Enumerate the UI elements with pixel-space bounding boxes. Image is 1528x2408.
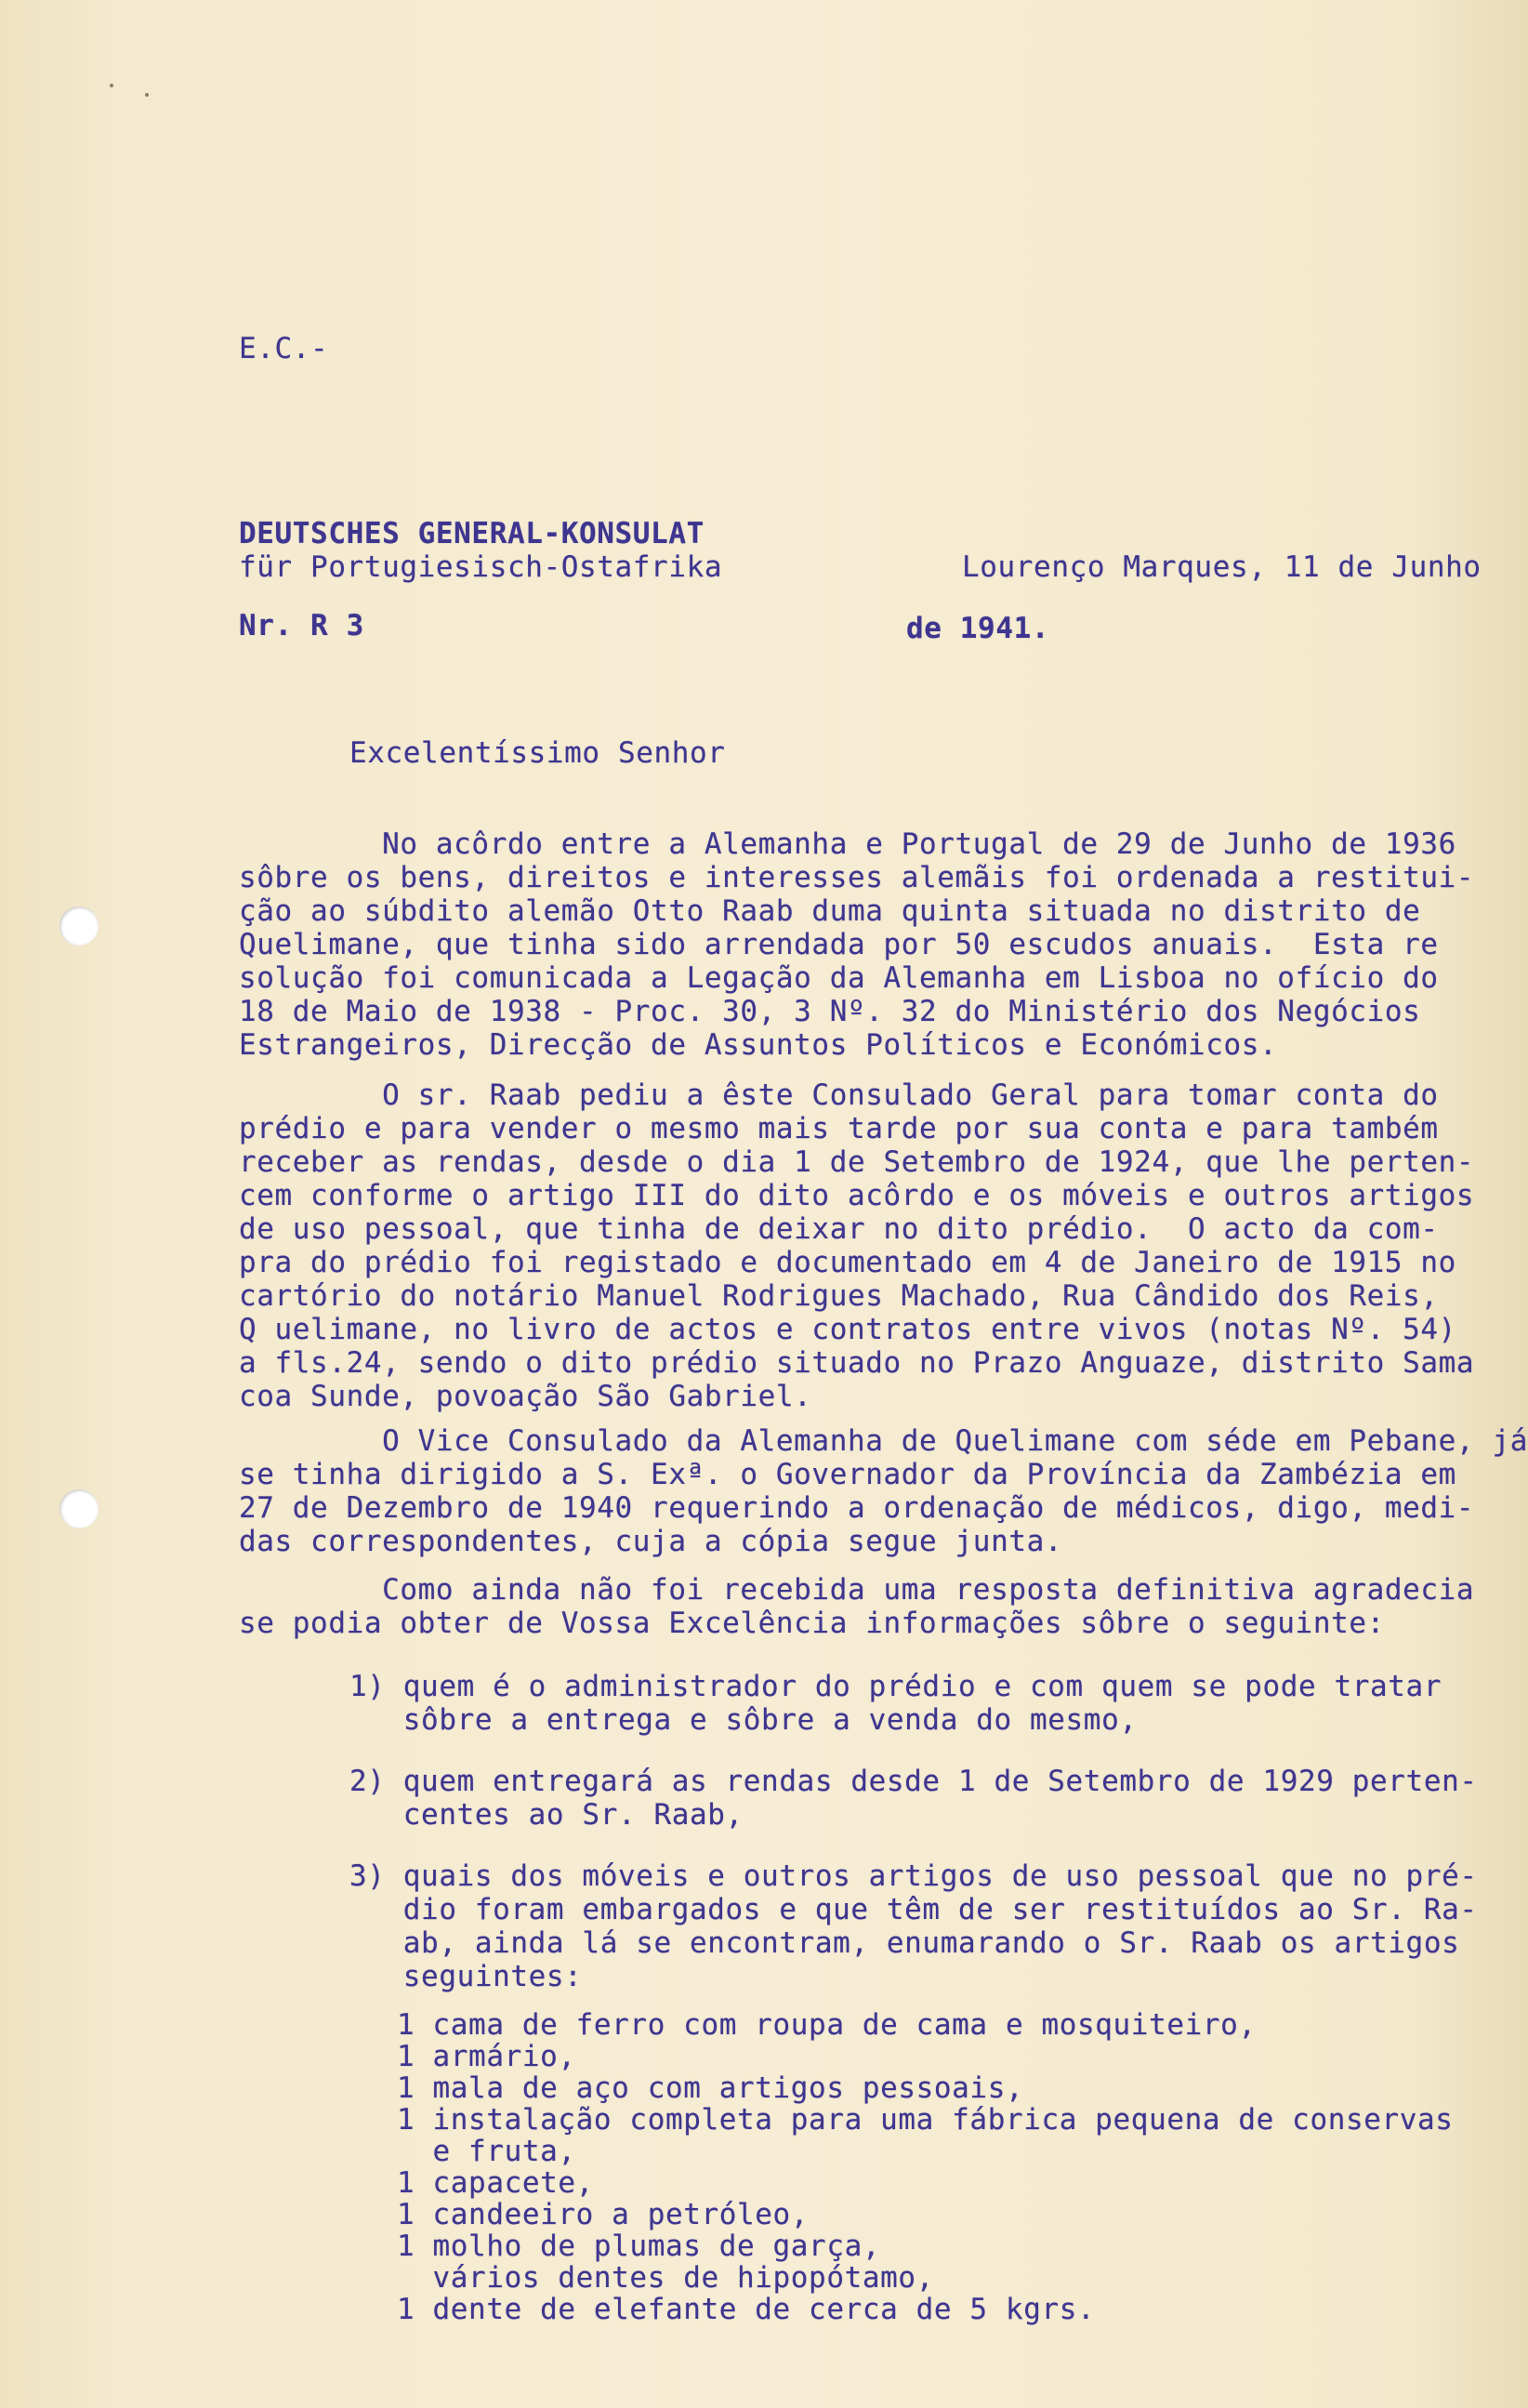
list-item: vários dentes de hipopótamo,: [397, 2261, 934, 2295]
text-line: das correspondentes, cuja a cópia segue junta.: [239, 1525, 1063, 1558]
sender-subheading: für Portugiesisch-Ostafrika: [239, 550, 723, 584]
ink-speck: [110, 84, 113, 87]
text-line: 1) quem é o administrador do prédio e com quem se pode tratar: [349, 1670, 1442, 1703]
text-line: Q uelimane, no livro de actos e contratos entre vivos (notas Nº. 54): [239, 1313, 1456, 1346]
text-line: No acôrdo entre a Alemanha e Portugal de 29 de Junho de 1936: [239, 827, 1456, 861]
text-line: solução foi comunicada a Legação da Alemanha em Lisboa no ofício do: [239, 961, 1439, 995]
list-item: 1 capacete,: [397, 2166, 594, 2200]
text-line: O Vice Consulado da Alemanha de Quelimane com séde em Pebane, já: [239, 1424, 1528, 1458]
reference-mark: E.C.-: [239, 332, 329, 365]
punch-hole-top: [59, 906, 99, 946]
text-line: de uso pessoal, que tinha de deixar no dito prédio. O acto da com-: [239, 1212, 1439, 1246]
text-line: receber as rendas, desde o dia 1 de Setembro de 1924, que lhe perten-: [239, 1145, 1475, 1179]
text-line: O sr. Raab pediu a êste Consulado Geral para tomar conta do: [239, 1078, 1439, 1112]
place-date-line1: Lourenço Marques, 11 de Junho: [962, 550, 1482, 584]
punch-hole-bottom: [59, 1489, 99, 1528]
text-line: Estrangeiros, Direcção de Assuntos Políticos e Económicos.: [239, 1028, 1278, 1062]
reference-number: Nr. R 3: [239, 609, 364, 642]
text-line: sôbre os bens, direitos e interesses alemãis foi ordenada a restitui-: [239, 861, 1475, 894]
text-line: 3) quais dos móveis e outros artigos de uso pessoal que no pré-: [349, 1859, 1478, 1893]
list-item: 1 dente de elefante de cerca de 5 kgrs.: [397, 2293, 1096, 2326]
text-line: a fls.24, sendo o dito prédio situado no Prazo Anguaze, distrito Sama: [239, 1346, 1475, 1380]
text-line: pra do prédio foi registado e documentado em 4 de Janeiro de 1915 no: [239, 1246, 1456, 1279]
text-line: cem conforme o artigo III do dito acôrdo e os móveis e outros artigos: [239, 1179, 1475, 1212]
text-line: Como ainda não foi recebida uma resposta definitiva agradecia: [239, 1573, 1475, 1607]
text-line: prédio e para vender o mesmo mais tarde por sua conta e para também: [239, 1112, 1439, 1145]
text-line: seguintes:: [349, 1960, 583, 1993]
salutation: Excelentíssimo Senhor: [349, 736, 726, 770]
list-item: 1 candeeiro a petróleo,: [397, 2198, 810, 2231]
text-line: ab, ainda lá se encontram, enumarando o Sr. Raab os artigos: [349, 1926, 1460, 1960]
list-item: 1 molho de plumas de garça,: [397, 2229, 881, 2263]
text-line: 27 de Dezembro de 1940 requerindo a ordenação de médicos, digo, medi-: [239, 1491, 1475, 1525]
list-item: 1 mala de aço com artigos pessoais,: [397, 2071, 1024, 2105]
text-line: cartório do notário Manuel Rodrigues Machado, Rua Cândido dos Reis,: [239, 1279, 1439, 1313]
text-line: centes ao Sr. Raab,: [349, 1798, 744, 1832]
list-item: 1 armário,: [397, 2040, 576, 2073]
list-item: 1 instalação completa para uma fábrica pequena de conservas: [397, 2103, 1454, 2137]
text-line: coa Sunde, povoação São Gabriel.: [239, 1380, 812, 1413]
text-line: 18 de Maio de 1938 - Proc. 30, 3 Nº. 32 do Ministério dos Negócios: [239, 995, 1421, 1028]
place-date-line2: de 1941.: [906, 612, 1050, 645]
ink-speck: [145, 93, 149, 97]
text-line: sôbre a entrega e sôbre a venda do mesmo,: [349, 1703, 1138, 1737]
list-item: 1 cama de ferro com roupa de cama e mosquiteiro,: [397, 2008, 1257, 2042]
text-line: 2) quem entregará as rendas desde 1 de Setembro de 1929 perten-: [349, 1765, 1478, 1798]
text-line: se podia obter de Vossa Excelência informações sôbre o seguinte:: [239, 1607, 1385, 1640]
text-line: se tinha dirigido a S. Exª. o Governador da Província da Zambézia em: [239, 1458, 1456, 1491]
text-line: ção ao súbdito alemão Otto Raab duma quinta situada no distrito de: [239, 894, 1421, 928]
list-item: e fruta,: [397, 2135, 576, 2168]
text-line: dio foram embargados e que têm de ser restituídos ao Sr. Ra-: [349, 1893, 1478, 1926]
sender-heading: DEUTSCHES GENERAL-KONSULAT: [239, 517, 705, 550]
text-line: Quelimane, que tinha sido arrendada por 50 escudos anuais. Esta re: [239, 928, 1439, 961]
